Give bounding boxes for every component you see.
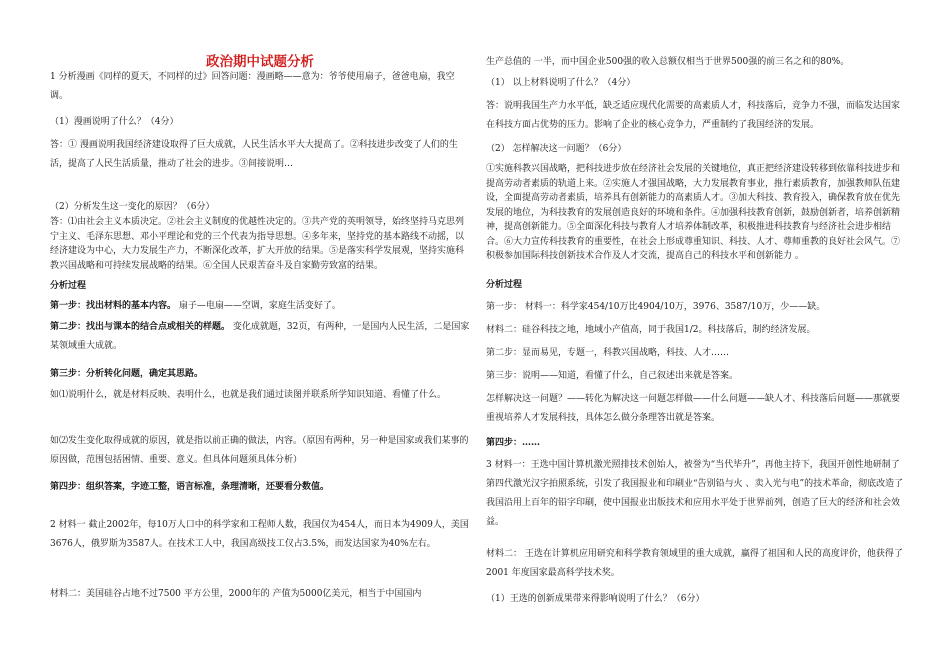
step4-label: 第四步：组织答案，字迹工整，语言标准，条理清晰，还要看分数值。 [50,482,330,492]
step1-label: 第一步：找出材料的基本内容。 [50,301,177,311]
q2-material2-start: 材料二：美国硅谷占地不过7500 平方公里，2000年的 产值为5000亿美元，相当于中国国内 [50,589,422,599]
step1-line [50,297,470,316]
q2-step3-detail: 怎样解决这一问题？——转化为解决这一问题怎样做——什么问题——缺人才、科技落后问题——那就要重视培养人才发展科技，具体怎么做分条理答出就是答案。 [486,394,901,423]
q2-answer1: 答：说明我国生产力水平低，缺乏适应现代化需要的高素质人才，科技落后，竞争力不强，而临发达国家在科技方面占优势的压力。影响了企业的核心竞争力，严重制约了我国经济的发展。 [486,101,901,130]
q1-sub2: （2）分析发生这一变化的原因？（6分） [50,202,215,212]
analysis-heading: 分析过程 [50,281,87,291]
step1-text: 扇子—电扇——空调，家庭生活变好了。 [176,301,341,311]
q2-sub2: （2） 怎样解决这一问题？（6分） [486,144,627,154]
step3-item1: 如⑴说明什么，就是材料反映、表明什么，也就是我们通过读图并联系所学知识知道、看懂了什么。 [50,390,447,400]
q2-step4: 第四步：…… [486,438,541,448]
q2-step1-material2: 材料二：硅谷科技之地，地域小产值高，同于我国1/2。科技落后，制约经济发展。 [486,325,816,335]
q2-answer2: ①实施科教兴国战略，把科技进步放在经济社会发展的关键地位，真正把经济建设转移到依靠科技进步和提高劳动者素质的轨道上来。②实施人才强国战略，大力发展教育事业，推行素质教育，加强教师队伍建设，全面提高劳动者素质，培养具有创新能力的高素质人才。③加大科技、教育投入，确保教育放在优先发展的地位，为科技教育的发展创造良好的环境和条件。④加强科技教育创新，鼓励创新者，培养创新精神，提高创新能力。⑤全面深化科技与教育人才培养体制改革，积极推进科技教育与经济社会进步相结合。⑥大力宣传科技教育的重要性，在社会上形成尊重知识、科技、人才、尊师重教的良好社会风气。⑦积极参加国际科技创新技术合作及人才交流，提高自己的科技水平和创新能力 。 [486,164,901,261]
page-title: 政治期中试题分析 [206,54,314,70]
q1-answer1: 答：① 漫画说明我国经济建设取得了巨大成就，人民生活水平大大提高了。②科技进步改变了人们的生活，提高了人民生活质量，推动了社会的进步。③间接说明… [50,140,458,169]
step2-line [50,318,470,356]
q2-step3: 第三步：说明——知道，看懂了什么，自己叙述出来就是答案。 [486,371,739,381]
analysis-heading-2: 分析过程 [486,280,523,290]
step2-text: 变化成就题，32页，有两种，一是国内人民生活，二是国家某领域重大成就。 [50,322,470,351]
q2-step1: 第一步： 材料一：科学家454/10万比4904/10万，3976、3587/10万，少——缺。 [486,302,826,312]
q2-material2-end: 生产总值的 一半，而中国企业500强的收入总额仅相当于世界500强的前三名之和的80%。 [486,57,850,67]
step3-item2: 如⑵发生变化取得成就的原因，就是指以前正确的做法，内容。（原因有两种，另一种是国家或我们某事的原因做，范围包括困情、重要、意义。但具体问题须具体分析） [50,436,469,465]
q1-answer2: 答：⑴由社会主义本质决定。②社会主义制度的优越性决定的。③共产党的英明领导，始终坚持马克思列宁主义、毛泽东思想、邓小平理论和党的三个代表为指导思想。④多年来，坚持党的基本路线不动摇，以经济建设为中心，大力发展生产力，不断深化改革，扩大开放的结果。⑤是落实科学发展观，坚持实施科教兴国战略和可持续发展战略的结果。⑥全国人民艰苦奋斗及自家勤劳致富的结果。 [50,217,465,271]
q3-sub1: （1）王选的创新成果带来得影响说明了什么？（6分） [486,594,705,604]
q3-material2: 材料二： 王选在计算机应用研究和科学教育领域里的重大成就，赢得了祖国和人民的高度评价，他获得了2001 年度国家最高科学技术奖。 [486,549,903,578]
q2-material1: 2 材料一 截止2002年，每10万人口中的科学家和工程师人数，我国仅为454人，而日本为4909人，美国3676人，俄罗斯为3587人。在技术工人中，我国高级技工仅占3.5%，而发达国家为40%左右。 [50,520,469,549]
q1-sub1: （1）漫画说明了什么？（4分） [50,117,179,127]
step3-label: 第三步：分析转化问题，确定其思路。 [50,369,204,379]
q1-intro: 1 分析漫画《同样的夏天，不同样的过》回答问题：漫画略——意为：爷爷使用扇子，爸爸电扇，我空调。 [50,72,455,101]
q3-material1: 3 材料一：王选中国计算机激光照排技术创始人，被誉为“当代毕升”，再他主持下，我国开创性地研制了第四代激光汉字拍照系统，引发了我国报业和印刷业“告别铅与火 、卖入光与电”的技术革命，彻底改造了我国沿用上百年的铅字印刷，使中国报业出版技术和应用水平处于世界前列，创造了巨大的经济和社会效益。 [486,460,904,527]
q2-sub1: （1） 以上材料说明了什么？（4分） [486,78,636,88]
step2-label: 第二步：找出与课本的结合点或相关的样题。 [50,322,231,332]
q2-step2: 第二步：显而易见，专题一，科教兴国战略，科技、人才…… [486,348,730,358]
